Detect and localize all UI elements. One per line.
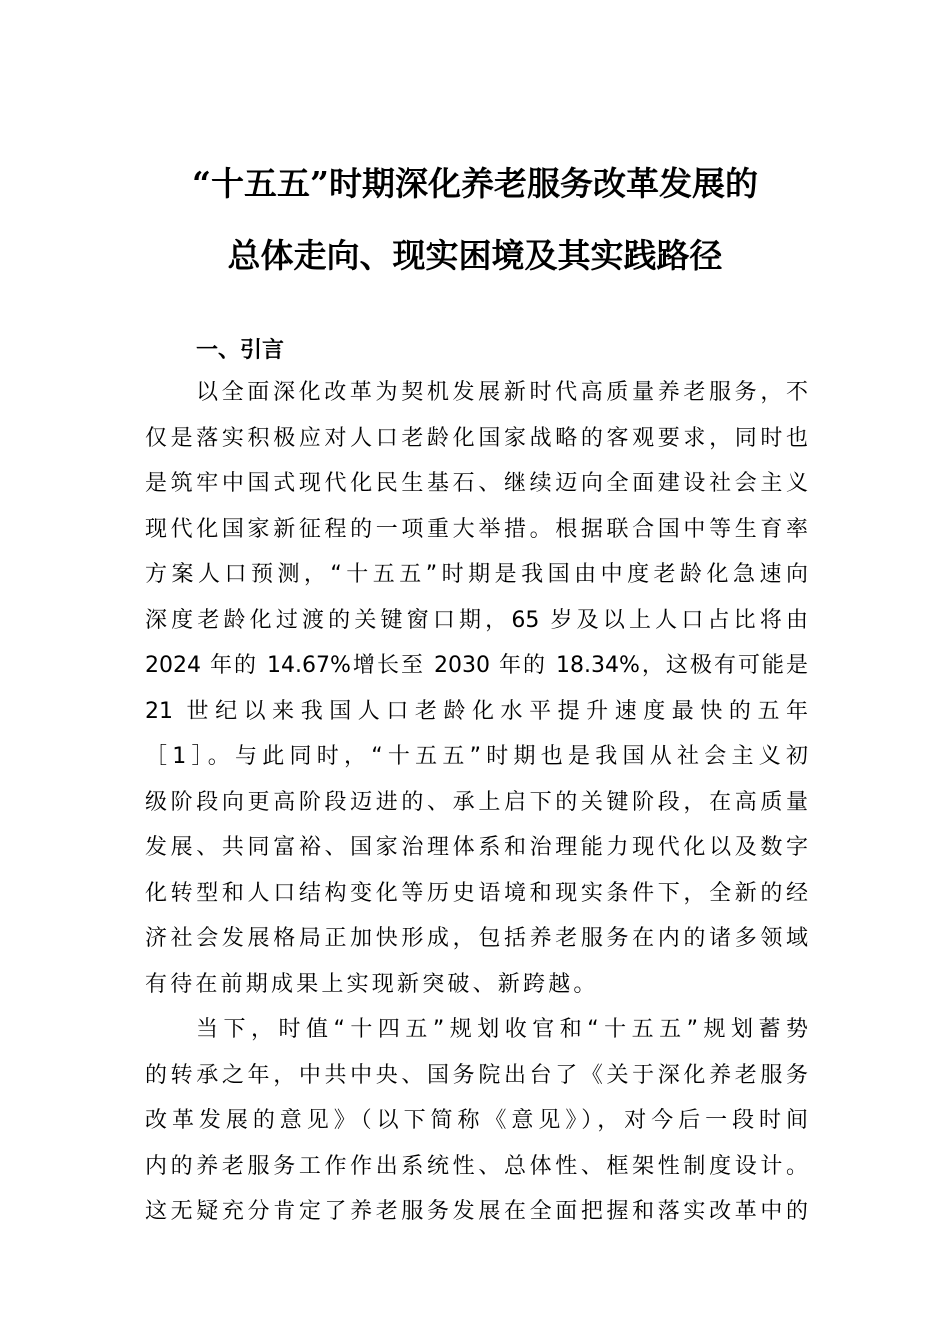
document-title-line-1: “十五五”时期深化养老服务改革发展的 [192, 164, 758, 203]
paragraph-line: 深度老龄化过渡的关键窗口期，65 岁及以上人口占比将由 [145, 608, 808, 633]
paragraph-line: 当下，时值“十四五”规划收官和“十五五”规划蓄势 [196, 1017, 808, 1042]
paragraph-line: 发展、共同富裕、国家治理体系和治理能力现代化以及数字 [145, 835, 808, 860]
paragraph-line: 济社会发展格局正加快形成，包括养老服务在内的诸多领域 [145, 926, 808, 951]
paragraph-line: 的转承之年，中共中央、国务院出台了《关于深化养老服务 [145, 1063, 808, 1088]
paragraph-line: 方案人口预测，“十五五”时期是我国由中度老龄化急速向 [145, 562, 808, 587]
paragraph-line: 改革发展的意见》（以下简称《意见》），对今后一段时间 [145, 1108, 808, 1133]
paragraph-line: 21 世纪以来我国人口老龄化水平提升速度最快的五年 [145, 699, 808, 724]
paragraph-line: 级阶段向更高阶段迈进的、承上启下的关键阶段，在高质量 [145, 790, 808, 815]
paragraph-line: 有待在前期成果上实现新突破、新跨越。 [145, 972, 599, 997]
paragraph-line: 内的养老服务工作作出系统性、总体性、框架性制度设计。 [145, 1154, 808, 1179]
paragraph-line: 以全面深化改革为契机发展新时代高质量养老服务，不 [196, 380, 808, 405]
document-title-line-2: 总体走向、现实困境及其实践路径 [227, 236, 723, 275]
paragraph-line: ［1］。与此同时，“十五五”时期也是我国从社会主义初 [145, 744, 808, 769]
paragraph-line: 化转型和人口结构变化等历史语境和现实条件下，全新的经 [145, 881, 808, 906]
paragraph-line: 现代化国家新征程的一项重大举措。根据联合国中等生育率 [145, 517, 808, 542]
paragraph-line: 2024 年的 14.67%增长至 2030 年的 18.34%，这极有可能是 [145, 653, 808, 678]
paragraph-line: 这无疑充分肯定了养老服务发展在全面把握和落实改革中的 [145, 1199, 808, 1224]
section-heading: 一、引言 [196, 338, 285, 363]
paragraph-line: 仅是落实积极应对人口老龄化国家战略的客观要求，同时也 [145, 426, 808, 451]
paragraph-line: 是筑牢中国式现代化民生基石、继续迈向全面建设社会主义 [145, 471, 808, 496]
